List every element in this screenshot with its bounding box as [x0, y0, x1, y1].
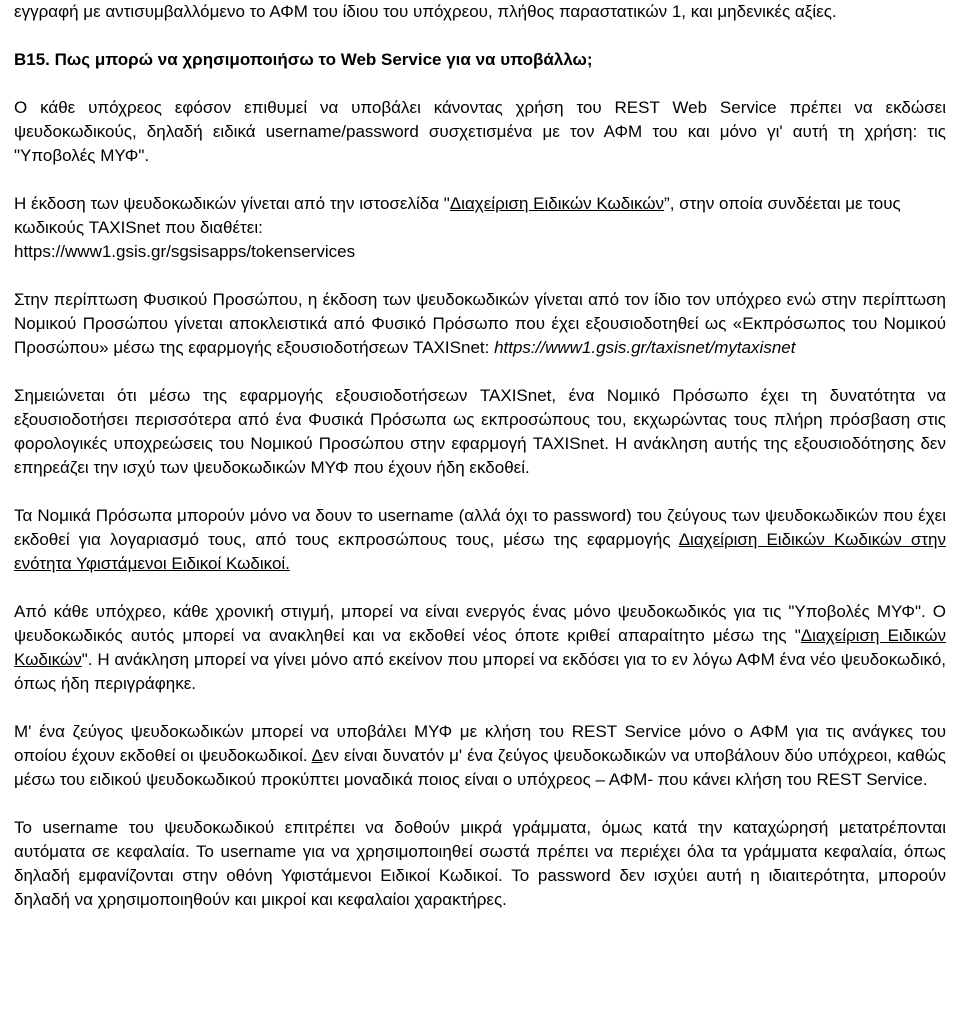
text-run: Ο κάθε υπόχρεος εφόσον επιθυμεί να υποβάλει κάνοντας χρήση του REST Web Service πρέπει να εκδώσει ψευδοκωδικούς, δηλαδή ειδικά username/password συσχετισμένα με τον ΑΦΜ του και μόνο γι' αυτή τη χρήση: τις "Υποβολές ΜΥΦ". — [14, 98, 946, 165]
paragraph-token-pair-usage — [14, 720, 946, 792]
text-run: Τα Νομικά Πρόσωπα μπορούν μόνο να δουν το username (αλλά όχι το password) του ζεύγους των ψευδοκωδικών που έχει εκδοθεί για λογαριασμό τους, από τους εκπροσώπους τους, μέσω της εφαρμογής — [14, 506, 946, 549]
paragraph-active-token — [14, 600, 946, 696]
section-heading-b15: B15. Πως μπορώ να χρησιμοποιήσω το Web Service για να υποβάλλω; — [14, 50, 593, 69]
text-run: Στην περίπτωση Φυσικού Προσώπου, η έκδοση των ψευδοκωδικών γίνεται από τον ίδιο τον υπόχρεο ενώ στην περίπτωση Νομικού Προσώπου γίνεται αποκλειστικά από Φυσικό Πρόσωπο που έχει εξουσιοδοτηθεί ως «Εκπρόσωπος του Νομικού Προσώπου» μέσω της εφαρμογής εξουσιοδοτήσεων TAXISnet: — [14, 290, 946, 357]
paragraph-token-issuance — [14, 192, 946, 264]
paragraph-web-service-intro — [14, 96, 946, 168]
text-run: εν είναι δυνατόν μ' ένα ζεύγος ψευδοκωδικών να υποβάλουν δύο υπόχρεοι, καθώς μέσω του ειδικού ψευδοκωδικού προκύπτει μοναδικά ποιος είναι ο υπόχρεος – ΑΦΜ- που κάνει κλήση του REST Service. — [14, 746, 946, 789]
tokenservices-link[interactable]: https://www1.gsis.gr/sgsisapps/tokenservices — [14, 242, 356, 261]
paragraph-authorization-note: Σημειώνεται ότι μέσω της εφαρμογής εξουσιοδοτήσεων TAXISnet, ένα Νομικό Πρόσωπο έχει τη δυνατότητα να εξουσιοδοτήσει περισσότερα από ένα Φυσικά Πρόσωπα ως εκπροσώπους του, εκχωρώντας τους πλήρη πρόσβαση στις φορολογικές υποχρεώσεις του Νομικού Προσώπου στην εφαρμογή TAXISnet. Η ανάκληση αυτής της εξουσιοδότησης δεν επηρεάζει την ισχύ των ψευδοκωδικών ΜΥΦ που έχουν ήδη εκδοθεί. — [14, 386, 946, 477]
text-run-underlined: Διαχείριση Ειδικών Κωδικών — [14, 626, 947, 669]
mytaxisnet-link[interactable]: https://www1.gsis.gr/taxisnet/mytaxisnet — [494, 338, 796, 357]
paragraph-legal-persons-username — [14, 504, 946, 576]
paragraph-username-case: Το username του ψευδοκωδικού επιτρέπει να δοθούν μικρά γράμματα, όμως κατά την καταχώρησή μετατρέπονται αυτόματα σε κεφαλαία. Το username για να χρησιμοποιηθεί σωστά πρέπει να περιέχει όλα τα γράμματα κεφαλαία, όπως δηλαδή εμφανίζονται στην οθόνη Υφιστάμενοι Ειδικοί Κωδικοί. Το password δεν ισχύει αυτή η ιδιαιτερότητα, μπορούν δηλαδή να χρησιμοποιηθούν και μικροί και κεφαλαίοι χαρακτήρες. — [14, 818, 946, 909]
text-run-underlined: Διαχείριση Ειδικών Κωδικών — [449, 194, 665, 213]
text-run: Μ' ένα ζεύγος ψευδοκωδικών μπορεί να υποβάλει ΜΥΦ με κλήση του REST Service μόνο ο ΑΦΜ για τις ανάγκες του οποίου έχουν εκδοθεί οι ψευδοκωδικοί. — [14, 722, 946, 765]
text-run: Από κάθε υπόχρεο, κάθε χρονική στιγμή, μπορεί να είναι ενεργός ένας μόνο ψευδοκωδικός για τις "Υποβολές ΜΥΦ". Ο ψευδοκωδικός αυτός μπορεί να ανακληθεί και να εκδοθεί νέος όποτε κριθεί απαραίτητο μέσω της " — [14, 602, 946, 645]
text-run: ". Η ανάκληση μπορεί να γίνει μόνο από εκείνον που μπορεί να εκδόσει για το εν λόγω ΑΦΜ ένα νέο ψευδοκωδικό, όπως ήδη περιγράφηκε. — [14, 650, 946, 693]
text-run: Η έκδοση των ψευδοκωδικών γίνεται από την ιστοσελίδα " — [14, 194, 450, 213]
text-run-underlined: Δ — [311, 746, 323, 765]
paragraph-natural-legal-person — [14, 288, 946, 360]
text-run: ”, στην οποία συνδέεται με τους κωδικούς TAXISnet που διαθέτει: — [14, 194, 901, 237]
text-run-underlined: Διαχείριση Ειδικών Κωδικών στην ενότητα Υφιστάμενοι Ειδικοί Κωδικοί. — [14, 530, 946, 573]
paragraph-continuation: εγγραφή με αντισυμβαλλόμενο το ΑΦΜ του ίδιου του υπόχρεου, πλήθος παραστατικών 1, και μηδενικές αξίες. — [14, 2, 837, 21]
